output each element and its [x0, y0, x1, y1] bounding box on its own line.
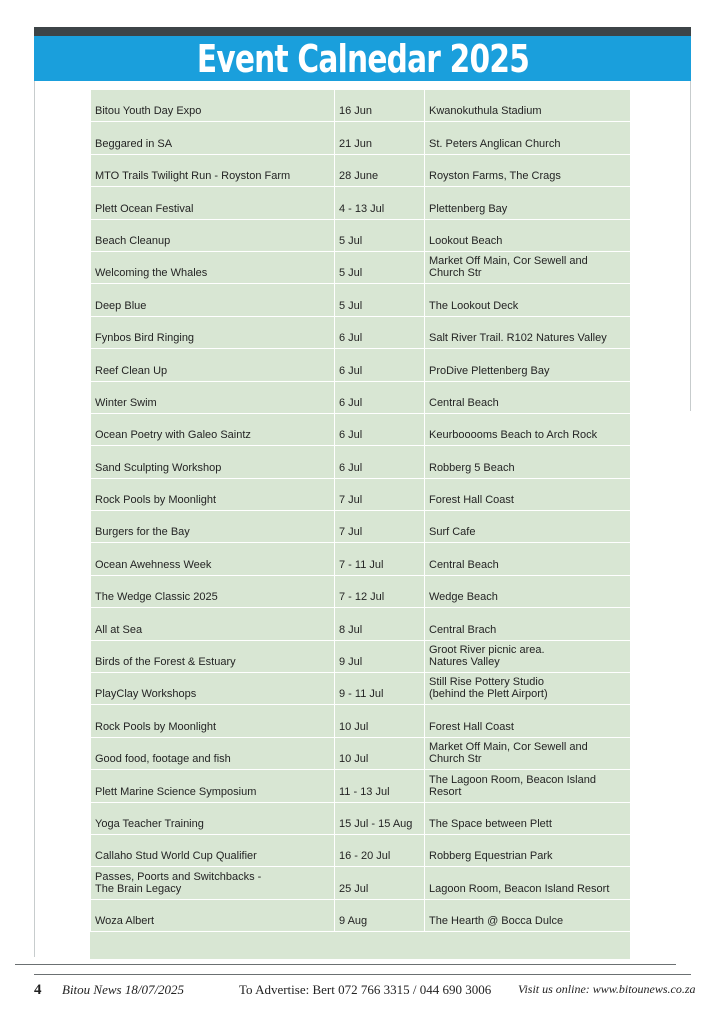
event-date-cell: 10 Jul — [335, 705, 425, 737]
event-table-body — [91, 90, 631, 932]
event-venue-cell: Central Beach — [425, 543, 631, 575]
event-venue-cell: Plettenberg Bay — [425, 187, 631, 219]
event-date-cell: 6 Jul — [335, 349, 425, 381]
event-date-cell: 15 Jul - 15 Aug — [335, 802, 425, 834]
event-date-cell: 6 Jul — [335, 381, 425, 413]
table-row — [91, 770, 631, 802]
table-row — [91, 316, 631, 348]
left-margin-rule — [34, 81, 35, 957]
event-venue-cell: Keurbooooms Beach to Arch Rock — [425, 413, 631, 445]
event-date-cell: 28 June — [335, 154, 425, 186]
event-name-cell: Winter Swim — [91, 381, 335, 413]
table-row — [91, 834, 631, 866]
event-date-cell: 6 Jul — [335, 316, 425, 348]
table-row — [91, 543, 631, 575]
table-row — [91, 90, 631, 122]
table-row — [91, 154, 631, 186]
event-name-cell: Plett Marine Science Symposium — [91, 770, 335, 802]
page-number: 4 — [34, 982, 42, 998]
event-date-cell: 7 Jul — [335, 478, 425, 510]
event-name-cell: Birds of the Forest & Estuary — [91, 640, 335, 672]
event-venue-cell: Salt River Trail. R102 Natures Valley — [425, 316, 631, 348]
event-name-cell: Rock Pools by Moonlight — [91, 478, 335, 510]
event-name-cell: Rock Pools by Moonlight — [91, 705, 335, 737]
event-venue-cell: Surf Cafe — [425, 511, 631, 543]
event-venue-cell: Central Beach — [425, 381, 631, 413]
table-row — [91, 575, 631, 607]
event-venue-cell: Forest Hall Coast — [425, 705, 631, 737]
event-name-cell: All at Sea — [91, 608, 335, 640]
table-row — [91, 608, 631, 640]
event-venue-cell: Forest Hall Coast — [425, 478, 631, 510]
event-venue-cell: Robberg Equestrian Park — [425, 834, 631, 866]
event-name-cell: Ocean Awehness Week — [91, 543, 335, 575]
event-venue-cell: Central Brach — [425, 608, 631, 640]
event-name-cell: PlayClay Workshops — [91, 673, 335, 705]
event-venue-cell: Still Rise Pottery Studio (behind the Plett Airport) — [425, 673, 631, 705]
event-name-cell: Deep Blue — [91, 284, 335, 316]
event-venue-cell: The Lookout Deck — [425, 284, 631, 316]
event-name-cell: Good food, footage and fish — [91, 737, 335, 769]
footer-rule — [15, 964, 676, 965]
event-name-cell: MTO Trails Twilight Run - Royston Farm — [91, 154, 335, 186]
event-venue-cell: Groot River picnic area. Natures Valley — [425, 640, 631, 672]
website-link[interactable]: Visit us online: www.bitounews.co.za — [518, 982, 696, 996]
event-name-cell: Bitou Youth Day Expo — [91, 90, 335, 122]
event-table-container — [90, 89, 630, 959]
event-venue-cell: The Space between Plett — [425, 802, 631, 834]
page-title: Event Calnedar 2025 — [196, 36, 529, 81]
event-date-cell: 5 Jul — [335, 284, 425, 316]
event-name-cell: Welcoming the Whales — [91, 251, 335, 283]
table-row — [91, 284, 631, 316]
event-name-cell: Plett Ocean Festival — [91, 187, 335, 219]
event-venue-cell: Kwanokuthula Stadium — [425, 90, 631, 122]
table-row — [91, 349, 631, 381]
event-date-cell: 6 Jul — [335, 413, 425, 445]
event-venue-cell: Royston Farms, The Crags — [425, 154, 631, 186]
page-footer — [34, 982, 694, 1000]
event-name-cell: Burgers for the Bay — [91, 511, 335, 543]
event-venue-cell: The Lagoon Room, Beacon Island Resort — [425, 770, 631, 802]
event-date-cell: 16 - 20 Jul — [335, 834, 425, 866]
event-venue-cell: ProDive Plettenberg Bay — [425, 349, 631, 381]
table-row — [91, 187, 631, 219]
table-row — [91, 251, 631, 283]
event-date-cell: 16 Jun — [335, 90, 425, 122]
event-date-cell: 9 - 11 Jul — [335, 673, 425, 705]
table-row — [91, 673, 631, 705]
event-date-cell: 25 Jul — [335, 867, 425, 899]
event-date-cell: 21 Jun — [335, 122, 425, 154]
event-date-cell: 7 - 12 Jul — [335, 575, 425, 607]
event-name-cell: Beggared in SA — [91, 122, 335, 154]
table-row — [91, 640, 631, 672]
table-row — [91, 737, 631, 769]
event-venue-cell: The Hearth @ Bocca Dulce — [425, 899, 631, 931]
table-row — [91, 705, 631, 737]
event-venue-cell: Robberg 5 Beach — [425, 446, 631, 478]
event-date-cell: 7 - 11 Jul — [335, 543, 425, 575]
table-row — [91, 867, 631, 899]
event-name-cell: Callaho Stud World Cup Qualifier — [91, 834, 335, 866]
event-venue-cell: Market Off Main, Cor Sewell and Church Str — [425, 251, 631, 283]
table-row — [91, 219, 631, 251]
event-name-cell: Reef Clean Up — [91, 349, 335, 381]
event-date-cell: 7 Jul — [335, 511, 425, 543]
event-venue-cell: Lagoon Room, Beacon Island Resort — [425, 867, 631, 899]
table-row — [91, 511, 631, 543]
table-row — [91, 802, 631, 834]
event-name-cell: Ocean Poetry with Galeo Saintz — [91, 413, 335, 445]
table-row — [91, 122, 631, 154]
event-table — [90, 89, 631, 932]
event-name-cell: The Wedge Classic 2025 — [91, 575, 335, 607]
event-date-cell: 11 - 13 Jul — [335, 770, 425, 802]
header-top-rule — [34, 27, 691, 36]
event-date-cell: 5 Jul — [335, 251, 425, 283]
event-date-cell: 5 Jul — [335, 219, 425, 251]
event-date-cell: 8 Jul — [335, 608, 425, 640]
table-row — [91, 413, 631, 445]
event-date-cell: 9 Jul — [335, 640, 425, 672]
footer-rule-lower — [34, 974, 691, 975]
event-name-cell: Woza Albert — [91, 899, 335, 931]
advertise-contact: To Advertise: Bert 072 766 3315 / 044 690 3006 — [239, 982, 492, 997]
event-venue-cell: St. Peters Anglican Church — [425, 122, 631, 154]
event-date-cell: 10 Jul — [335, 737, 425, 769]
event-name-cell: Fynbos Bird Ringing — [91, 316, 335, 348]
event-venue-cell: Wedge Beach — [425, 575, 631, 607]
event-venue-cell: Lookout Beach — [425, 219, 631, 251]
event-date-cell: 6 Jul — [335, 446, 425, 478]
event-venue-cell: Market Off Main, Cor Sewell and Church Str — [425, 737, 631, 769]
event-date-cell: 9 Aug — [335, 899, 425, 931]
table-row — [91, 446, 631, 478]
right-margin-rule — [690, 81, 691, 411]
table-row — [91, 899, 631, 931]
event-name-cell: Sand Sculpting Workshop — [91, 446, 335, 478]
table-row — [91, 478, 631, 510]
table-row — [91, 381, 631, 413]
event-name-cell: Yoga Teacher Training — [91, 802, 335, 834]
event-date-cell: 4 - 13 Jul — [335, 187, 425, 219]
title-banner — [34, 36, 691, 81]
issue-label: Bitou News 18/07/2025 — [62, 982, 185, 997]
event-name-cell: Beach Cleanup — [91, 219, 335, 251]
event-name-cell: Passes, Poorts and Switchbacks - The Brain Legacy — [91, 867, 335, 899]
